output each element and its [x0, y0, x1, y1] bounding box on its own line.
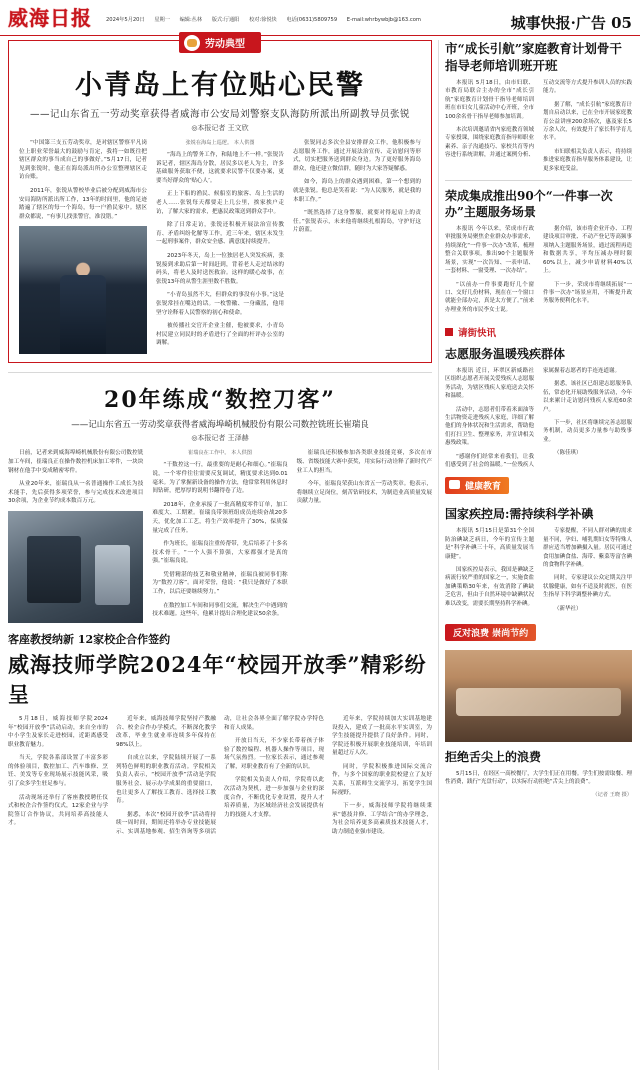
paragraph: “小青岛虽然不大，但群众的事没有小事。”这是张锐常挂在嘴边的话。一枚警徽、一身藏蓝，他用坚守诠释着人民警察的初心和使命。: [156, 292, 284, 316]
paragraph: 国家疾控局表示，我国是碘缺乏病流行较严重的国家之一，实施食盐加碘策略30年来，有效消除了碘缺乏危害，但由于自然环境中缺碘状况难以改变，需要长期坚持科学补碘。: [445, 567, 534, 607]
paragraph: 2011年，张锐从警校毕业后被分配到威海市公安局海防所派出所工作，13年的时间里，他的足迹踏遍了辖区的每一个海岛，每一户渔民家中。辖区群众都说，“有事儿找张警官，准没错。”: [19, 187, 147, 220]
paragraph: 日前，记者来到威海埠崎机械股份有限公司数控铣加工车间，崔瑞良正在操作数控机床加工零件，一块块钢材在他手中变成精密零件。: [8, 450, 144, 474]
section-header: [511, 6, 632, 33]
masthead: [0, 0, 640, 36]
paragraph: 学院相关负责人介绍，学院将以此次活动为契机，进一步加强与企业的深度合作，不断优化专业设置，提升人才培养质量，为区域经济社会发展提供有力的技能人才支撑。: [224, 777, 324, 818]
masthead-info: [92, 6, 511, 24]
sidebar-story-title: 志愿服务温暖残疾群体: [445, 346, 566, 361]
masthead-info-weekday: 星期一: [154, 17, 170, 23]
paragraph: 张锐同志多次全县安排群众工作，他积极参与志愿服务工作，通过开展法治宣传、走访慰问等形式，切实把服务送到群众身边。为了更好服务海岛群众，他还建立微信群，随时为大家答疑解惑。: [293, 140, 421, 172]
paragraph: 同时，学院积极推进国际交流合作，与多个国家的职业院校建立了友好关系，互派师生交流学习，拓宽学生国际视野。: [332, 763, 432, 796]
paragraph: 从业20年来，崔瑞良从一名普通操作工成长为技术能手，先后获得多项荣誉，参与完成技术改进项目30余项，为企业节约成本数百万元。: [8, 481, 144, 505]
page-number: 05: [611, 14, 632, 32]
sidebar-column: [438, 40, 632, 1070]
paragraph: “海岛上的警务工作，和陆地上不一样。”张锐告诉记者，辖区海岛分散，居民多以老人为主，许多基础服务获取不便，这就要求民警不仅要办案，更要当好群众的‘贴心人’。: [156, 152, 284, 184]
sidebar-story-body: [445, 79, 632, 173]
health-section-label: 健康教育: [465, 482, 502, 493]
health-section-badge: [445, 477, 509, 494]
paragraph: “既然选择了这身警服，就要对得起肩上的责任。”张锐表示，未来他将继续扎根海岛，守护好这片蔚蓝。: [293, 210, 421, 234]
paragraph: 据了解，“成长引航”家庭教育计划自启动以来，已在全市开展家庭教育公益讲座200余场次，惠及家长5万余人次，有效提升了家长科学育儿水平。: [543, 101, 632, 142]
paragraph: 作为班长，崔瑞良注重传帮带，先后培养了十多名技术骨干。“一个人强不算强，大家都强才是真的强。”崔瑞良说。: [152, 541, 288, 565]
sidebar-story-body: [445, 225, 632, 315]
page-content: [0, 36, 640, 1076]
second-photo-caption: 崔瑞良在工作中。 本人供图: [188, 450, 252, 457]
paragraph: 开放日当天，不少家长带着孩子体验了数控编程、机器人操作等项目，现场气氛热烈。一位家长表示，通过参观了解，对职业教育有了全新的认识。: [224, 738, 324, 770]
paragraph: 近年来，威海技师学院坚持产教融合、校企合作办学模式，不断深化教学改革，毕业生就业率连续多年保持在98%以上。: [116, 715, 216, 748]
paragraph: 今年，崔瑞良荣获山东省五一劳动奖章。他表示，将继续立足岗位，刻苦钻研技术，为制造业高质量发展贡献力量。: [296, 481, 432, 505]
paragraph: 5月15日，在经区一高校餐厅，大学生们正在用餐。学生们按需取餐、理性消费，践行“光盘行动”，以实际行动拒绝“舌尖上的浪费”。: [445, 770, 632, 785]
third-headline: 威海技师学院2024年“校园开放季”精彩纷呈: [8, 651, 427, 707]
sidebar-photo-byline: （记者 王晓 摄）: [592, 792, 632, 799]
lead-subhead: ——记山东省五一劳动奖章获得者威海市公安局刘警察支队海防所派出所副教导员张锐: [29, 109, 410, 120]
third-body: [8, 715, 432, 837]
second-story: [8, 372, 432, 623]
main-column: [8, 40, 438, 1070]
second-byline: ◎本报记者 王泽赫: [191, 434, 249, 443]
paragraph: 活动中，志愿者们带着米面油等生活物资走进残疾人家庭，详细了解他们的身体状况和生活需求，帮助他们打扫卫生、整理家务，并宣讲相关惠残政策。: [445, 406, 534, 447]
sidebar-story-title: 拒绝舌尖上的浪费: [445, 749, 542, 764]
paragraph: 自成立以来，学院陆续开展了一系列特色鲜明的职业教育活动。学院相关负责人表示，“校园开放季”活动是学院服务社会、展示办学成果的重要窗口，也让更多人了解技工教育、选择技工教育。: [116, 755, 216, 805]
paragraph: 被传播社交官开企业主催，他被要求，小青岛村民建立同民时的矛盾进行了全面的杆评办公室的调解。: [156, 323, 284, 347]
sidebar-story-title: 市“成长引航”家庭教育计划骨干指导老师培训班开班: [445, 41, 622, 73]
paragraph: 据介绍，该市将企业开办、工程建设项目审批、不动产登记等高频事项纳入主题服务场景，通过流程再造和数据共享，平均压减办理时限60%以上，减少申请材料40%以上。: [543, 226, 632, 275]
sidebar-story-body: [445, 527, 632, 615]
sidebar-story-rongcheng: [445, 188, 632, 315]
lead-headline: 小青岛上有位贴心民警: [75, 70, 365, 101]
paragraph: 除了日常走访，张锐还积极开展法治宣传教育、矛盾纠纷化解等工作，近三年来，辖区未发生一起刑事案件，群众安全感、满意度持续提升。: [156, 222, 284, 246]
paragraph: 本次培训邀请省内家庭教育领域专家授课，围绕家庭教育指导师职业素养、亲子沟通技巧、家校共育等内容进行系统讲解，并通过案例分析、互动交流等方式提升参训人员的实践能力。: [445, 80, 632, 159]
paragraph: 近年来，学院持续加大实训基地建设投入，建成了一批高水平实训室，为学生技能提升提供了良好条件。同时，学院还积极开展职业技能培训，年培训量超过万人次。: [332, 715, 432, 757]
paragraph: 活动现场还举行了客座教授聘任仪式和校企合作签约仪式，12家企业与学院签订合作协议，共同培养高技能人才。: [8, 794, 108, 827]
masthead-info-phone: 电话(0631)5809759: [286, 17, 338, 23]
paragraph: 2023年冬天，岛上一位独居老人突发疾病，张锐接到求助后第一时间赶到，背着老人走过结冰的码头，将老人及时送医救治。这样的暖心故事，在张锐13年的从警生涯里数不胜数。: [156, 252, 284, 285]
paragraph: “以前办一件事要跑好几个窗口、交好几份材料，现在在一个窗口就能全部办完，真是太方便了。”前来办理业务的市民李女士说。: [445, 281, 534, 313]
thrift-section-badge: [445, 624, 536, 641]
sidebar-story-volunteer: [445, 346, 632, 469]
paragraph: “感谢你们经常来看我们，让我们感受到了社会的温暖。”一位残疾人家属握着志愿者的手连连道谢。: [445, 367, 621, 468]
paragraph: 同时，专家建议公众定期关注甲状腺健康，如有不适及时就医，在医生指导下科学调整补碘方式。: [543, 575, 632, 599]
paragraph: 崔瑞良还积极参加各类职业技能竞赛，多次在市级、省级技能大赛中获奖，用实际行动诠释了新时代产业工人的担当。: [296, 450, 432, 474]
sidebar-story-body: [445, 367, 632, 469]
masthead-info-editor: 编辑:丛林: [179, 17, 203, 23]
paragraph: 正上下船的渔民、候船室的旅客、岛上生活的老人……张锐每天都要走上几公里，挨家挨户走访，了解大家的需求，把惠民政策送到群众手中。: [156, 191, 284, 215]
square-bullet-icon: [445, 328, 453, 336]
third-kicker: 客座教授纳新 12家校企合作签约: [8, 632, 171, 646]
paragraph: 据悉，该社区已组建志愿服务队伍，常态化开展助残服务活动，今年以来累计走访慰问残疾人家庭60余户。: [543, 381, 632, 413]
paragraph: 当天，学院各系部设置了丰富多彩的体验项目，数控加工、汽车维修、烹饪、美发等专业现场展示技能风采，吸引了众多学生驻足参与。: [8, 755, 108, 788]
paragraph: 本报讯 近日，环翠区新威路社区组织志愿者开展关爱残疾人志愿服务活动，为辖区残疾人家庭送去关怀和温暖。: [445, 367, 534, 400]
paragraph: 在数控加工车间和同事们交流，解决生产中遇到的技术难题。这些年，他累计提出合理化建议50余条。: [152, 602, 288, 618]
paragraph: 本报讯 5月15日是第31个全国防治碘缺乏病日，今年的宣传主题是“科学补碘三十年，高质量发展当康健”。: [445, 528, 534, 560]
paragraph: 5月18日，威海技师学院2024年“校园开放季”活动启动，来自全市的中小学生及家长走进校园，近距离感受职业教育魅力。: [8, 715, 108, 748]
masthead-info-date: 2024年5月20日: [106, 17, 145, 23]
lead-byline: ◎本报记者 王文欣: [191, 124, 249, 132]
paragraph: 凭借精湛的技艺和敬业精神，崔瑞良被同事们称为“数控刀客”。面对荣誉，他说：“我只是做好了本职工作，以后还要继续努力。”: [152, 571, 288, 596]
sidebar-story-thrift: [445, 749, 632, 799]
paragraph: 本报讯 今年以来，荣成市行政审批服务局聚焦企业群众办事需求，持续深化“一件事一次办”改革，梳理整合关联事项，推出90个主题服务场景，实现“一次告知、一表申请、一套材料、一窗受理、一次办结”。: [445, 226, 534, 275]
paragraph: 下一步，荣成市将继续拓展“一件事一次办”场景应用，不断提升政务服务便利化水平。: [543, 281, 632, 305]
paragraph: 本报讯 5月18日，由市妇联、市教育局联合主办的全市“成长引航”家庭教育计划骨干指导老师培训班在市妇女儿童活动中心开班，全市100余名骨干指导老师参加培训。: [445, 80, 534, 120]
divider: [445, 180, 632, 181]
paragraph: 如今，海岛上的群众遇到困难，第一个想到的就是张锐。他总是笑着说：“为人民服务，就是我的本职工作。”: [293, 179, 421, 203]
bull-icon: [183, 34, 201, 52]
lead-ribbon: [179, 32, 261, 53]
paragraph: 下一步，社区将继续完善志愿服务机制，动员更多力量参与助残事业。: [543, 419, 632, 443]
paragraph: “中国第三支五劳动奖章，是对辖区警察平凡岗位上职业荣誉最大的鼓励与肯定，我将一如既往把辖区群众的事当成自己的事做好。”5月17日，记者见到张锐时，他正在海岛派出所办公室整理辖区走访台账。: [19, 140, 147, 181]
sidebar-story-health: [445, 506, 632, 615]
masthead-info-proof: 校对:徐悦快: [249, 17, 277, 23]
third-story: [8, 631, 432, 837]
paragraph: 专家提醒，不同人群对碘的需求量不同，孕妇、哺乳期妇女等特殊人群应适当增加碘摄入量。居民可通过食用加碘食盐、海带、紫菜等富含碘的食物科学补碘。: [543, 528, 632, 569]
thrift-section-label: 反对浪费 崇尚节约: [453, 628, 529, 639]
lead-photo-caption: 张锐在海岛上巡逻。 本人供图: [185, 140, 255, 146]
paragraph: （陈佳琪）: [554, 450, 582, 457]
sidebar-story-education: [445, 40, 632, 173]
machinist-photo: [8, 511, 143, 623]
section-title: 城事快报·广告: [510, 14, 606, 32]
masthead-info-layout: 版式:厅通阳: [211, 17, 240, 23]
sidebar-section-brief: [445, 325, 632, 339]
lead-story: [8, 40, 432, 363]
paragraph: 2018年，企业承接了一批高精度零件订单，加工难度大、工期紧。崔瑞良带领班组成员连续奋战20多天，优化加工工艺，将生产效率提升了30%，保质保量完成了任务。: [152, 501, 288, 534]
policeman-photo: [19, 226, 147, 354]
second-headline: 20年练成“数控刀客”: [104, 387, 336, 414]
paragraph: （新华社）: [554, 605, 582, 612]
second-subhead: ——记山东省五一劳动奖章获得者威海埠崎机械股份有限公司数控铣班长崔瑞良: [71, 420, 369, 431]
paragraph: 据悉，本次“校园开放季”活动将持续一周时间，期间还将举办专业技能展示、实训基地参观、招生咨询等多项活动，让社会各界全面了解学院办学特色和育人成果。: [116, 715, 324, 836]
sidebar-story-title: 荣成集成推出90个“一件事一次办”主题服务场景: [445, 189, 613, 220]
newspaper-logo: 威海日报: [8, 6, 92, 30]
paragraph: “干数控这一行，最重要的是耐心和细心。”崔瑞良说，一个零件往往需要反复调试，精度要求达到0.01毫米。为了掌握新设备的操作方法，他常常利用休息时间钻研，把厚厚的说明书翻得卷了边。: [152, 462, 288, 495]
sidebar-story-title: 国家疾控局:需持续科学补碘: [445, 507, 594, 522]
masthead-info-email: E-mail:whrbywbjb@163.com: [346, 17, 421, 23]
canteen-photo: [445, 650, 632, 742]
lead-body: [19, 139, 421, 354]
sidebar-section-label: 请街快讯: [458, 327, 497, 339]
second-body: [8, 449, 432, 623]
paragraph: 市妇联相关负责人表示，将持续推进家庭教育指导服务体系建设，让更多家庭受益。: [543, 148, 632, 172]
lead-ribbon-label: 劳动典型: [205, 39, 245, 50]
paragraph: 下一步，威海技师学院将继续秉承“德技并修、工学结合”的办学理念，为社会培养更多高素质技术技能人才，助力制造业强市建设。: [332, 803, 432, 836]
